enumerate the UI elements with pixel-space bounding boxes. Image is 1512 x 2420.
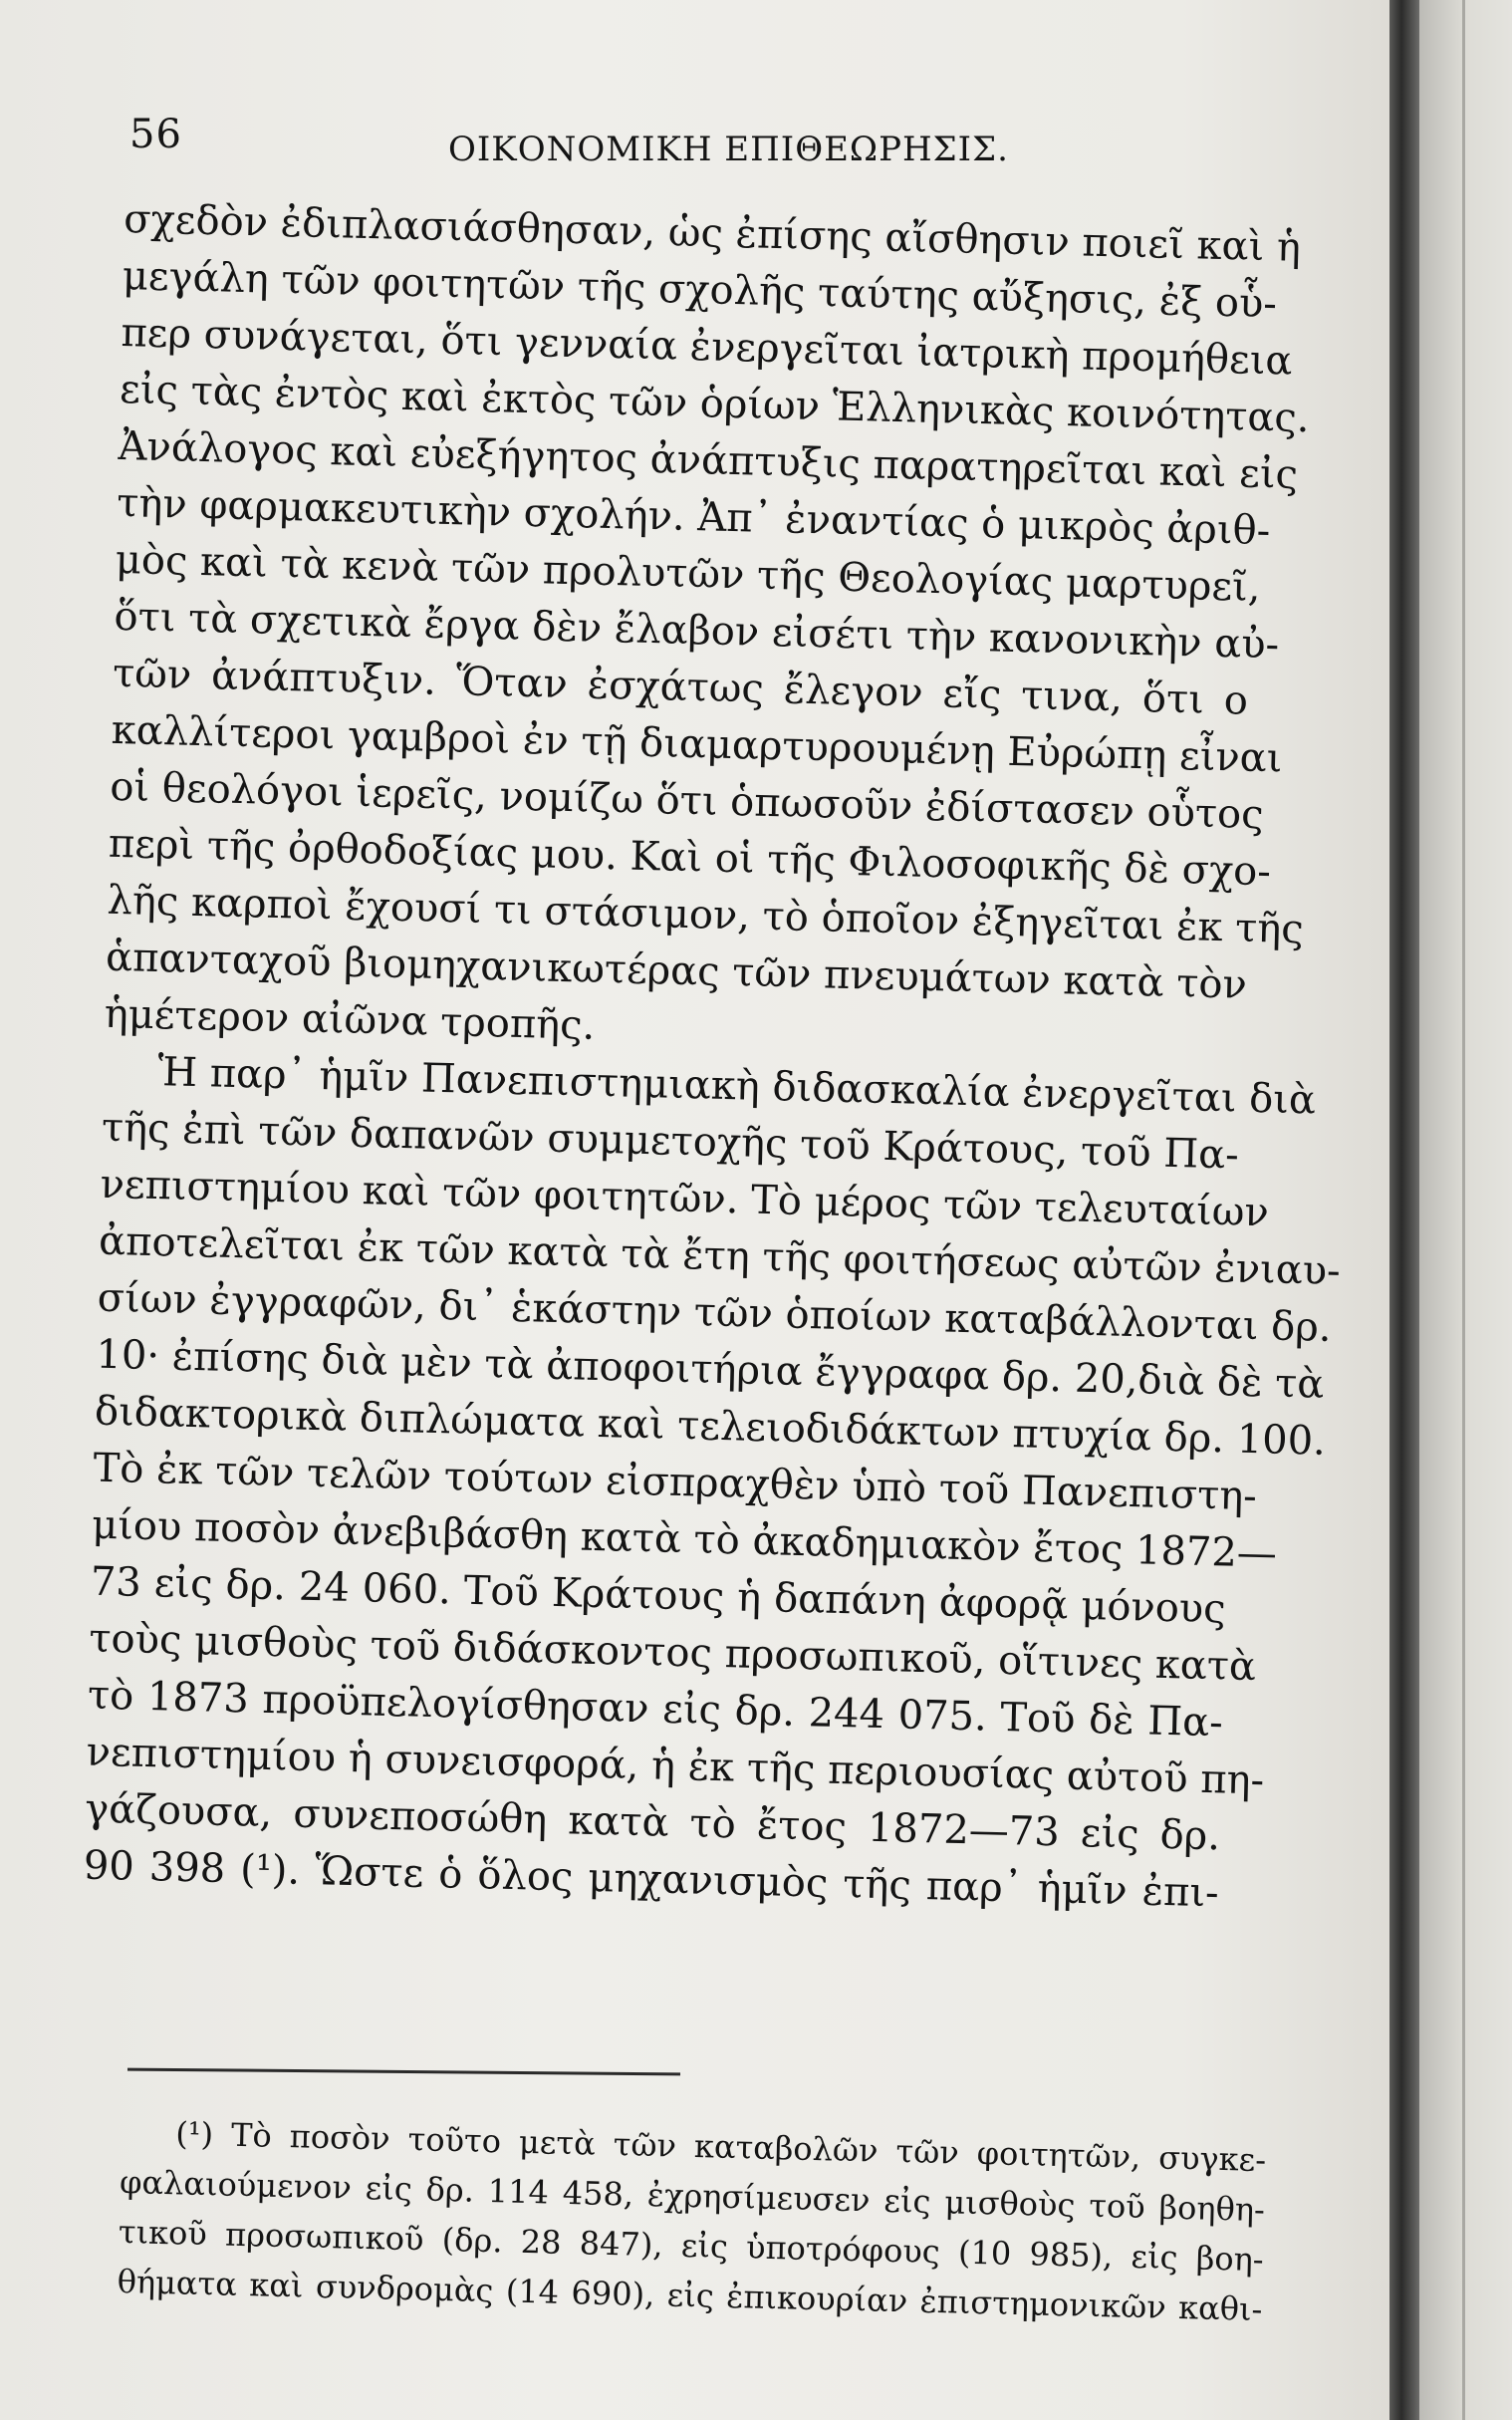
text-line: οἱ θεολόγοι ἱερεῖς, νομίζω ὅτι ὁπωσοῦν ἐδίστασεν οὗτος <box>109 763 1265 839</box>
text-line: μεγάλη τῶν φοιτητῶν τῆς σχολῆς ταύτης αὔξησις, ἐξ οὗ- <box>122 252 1278 328</box>
text-line: νεπιστημίου καὶ τῶν φοιτητῶν. Τὸ μέρος τῶν τελευταίων <box>100 1161 1270 1236</box>
text-line: τὴν φαρμακευτικὴν σχολήν. Ἀπ᾽ ἐναντίας ὁ μικρὸς ἀριθ- <box>116 479 1271 555</box>
footnote <box>117 2107 1267 2334</box>
footnote-divider <box>127 2068 680 2076</box>
text-line: καλλίτεροι γαμβροὶ ἐν τῇ διαμαρτυρουμένῃ Εὐρώπῃ εἶναι <box>111 706 1283 782</box>
text-line: Ἀνάλογος καὶ εὐεξήγητος ἀνάπτυξις παρατηρεῖται καὶ εἰς <box>118 422 1299 498</box>
page-header <box>129 112 1255 171</box>
text-line: σίων ἐγγραφῶν, δι᾽ ἑκάστην τῶν ὁποίων καταβάλλονται δρ. <box>97 1274 1333 1351</box>
text-line: ὅτι τὰ σχετικὰ ἔργα δὲν ἔλαβον εἰσέτι τὴν κανονικὴν αὐ- <box>114 593 1280 669</box>
text-line: ἁπανταχοῦ βιομηχανικωτέρας τῶν πνευμάτων κατὰ τὸν <box>105 934 1248 1008</box>
text-line: τῶν ἀνάπτυξιν. Ὅταν ἐσχάτως ἔλεγον εἴς τινα, ὅτι ο <box>112 650 1249 724</box>
book-gutter <box>1389 0 1419 2420</box>
footnote-line: φαλαιούμενον εἰς δρ. 114 458, ἐχρησίμευσεν εἰς μισθοὺς τοῦ βοηθη- <box>119 2162 1266 2230</box>
text-line: γάζουσα, συνεποσώθη κατὰ τὸ ἔτος 1872—73 εἰς δρ. <box>84 1785 1221 1860</box>
text-line: μὸς καὶ τὰ κενὰ τῶν προλυτῶν τῆς Θεολογίας μαρτυρεῖ, <box>115 536 1262 611</box>
paragraph-start-line: Ἡ παρ᾽ ἡμῖν Πανεπιστημιακὴ διδασκαλία ἐνεργεῖται διὰ <box>156 1049 1317 1124</box>
text-line: ἡμέτερον αἰῶνα τροπῆς. <box>104 990 596 1049</box>
text-line: διδακτορικὰ διπλώματα καὶ τελειοδιδάκτων πτυχία δρ. 100. <box>94 1388 1327 1465</box>
text-line: εἰς τὰς ἐντὸς καὶ ἐκτὸς τῶν ὁρίων Ἑλληνικὰς κοινότητας. <box>119 366 1311 442</box>
text-line: 73 εἰς δρ. 24 060. Τοῦ Κράτους ἡ δαπάνη ἀφορᾷ μόνους <box>90 1558 1227 1633</box>
body-text <box>83 191 1342 1922</box>
footnote-line: (¹) Τὸ ποσὸν τοῦτο μετὰ τῶν καταβολῶν τῶν φοιτητῶν, συγκε- <box>174 2114 1267 2180</box>
facing-page-edge <box>1419 0 1512 2420</box>
text-line: περὶ τῆς ὀρθοδοξίας μου. Καὶ οἱ τῆς Φιλοσοφικῆς δὲ σχο- <box>108 820 1272 896</box>
footnote-line: τικοῦ προσωπικοῦ (δρ. 28 847), εἰς ὑποτρόφους (10 985), εἰς βοη- <box>118 2212 1265 2280</box>
text-line: τὸ 1873 προϋπελογίσθησαν εἰς δρ. 244 075. Τοῦ δὲ Πα- <box>87 1672 1224 1747</box>
page-number: 56 <box>129 112 182 157</box>
text-line: ἀποτελεῖται ἐκ τῶν κατὰ τὰ ἔτη τῆς φοιτήσεως αὐτῶν ἐνιαυ- <box>98 1217 1342 1295</box>
facing-page-rule <box>1462 0 1465 2420</box>
footnote-line: θήματα καὶ συνδρομὰς (14 690), εἰς ἐπικουρίαν ἐπιστημονικῶν καθι- <box>117 2262 1263 2329</box>
text-line: μίου ποσὸν ἀνεβιβάσθη κατὰ τὸ ἀκαδημιακὸν ἔτος 1872— <box>91 1501 1278 1577</box>
running-title: ΟΙΚΟΝΟΜΙΚΗ ΕΠΙΘΕΩΡΗΣΙΣ. <box>448 130 1009 169</box>
text-line: περ συνάγεται, ὅτι γενναία ἐνεργεῖται ἰατρικὴ προμήθεια <box>120 309 1294 385</box>
text-line: 10· ἐπίσης διὰ μὲν τὰ ἀποφοιτήρια ἔγγραφα δρ. 20,διὰ δὲ τὰ <box>95 1331 1325 1408</box>
text-line: τῆς ἐπὶ τῶν δαπανῶν συμμετοχῆς τοῦ Κράτους, τοῦ Πα- <box>101 1104 1240 1179</box>
text-line: Τὸ ἐκ τῶν τελῶν τούτων εἰσπραχθὲν ὑπὸ τοῦ Πανεπιστη- <box>93 1445 1258 1520</box>
text-line: νεπιστημίου ἡ συνεισφορά, ἡ ἐκ τῆς περιουσίας αὐτοῦ πη- <box>86 1729 1265 1804</box>
text-line: λῆς καρποὶ ἔχουσί τι στάσιμον, τὸ ὁποῖον ἐξηγεῖται ἐκ τῆς <box>107 877 1305 953</box>
text-line: σχεδὸν ἐδιπλασιάσθησαν, ὡς ἐπίσης αἴσθησιν ποιεῖ καὶ ἡ <box>123 195 1302 271</box>
text-line: τοὺς μισθοὺς τοῦ διδάσκοντος προσωπικοῦ, οἵτινες κατὰ <box>88 1615 1257 1691</box>
text-line: 90 398 (¹). Ὥστε ὁ ὅλος μηχανισμὸς τῆς παρ᾽ ἡμῖν ἐπι- <box>83 1842 1220 1917</box>
